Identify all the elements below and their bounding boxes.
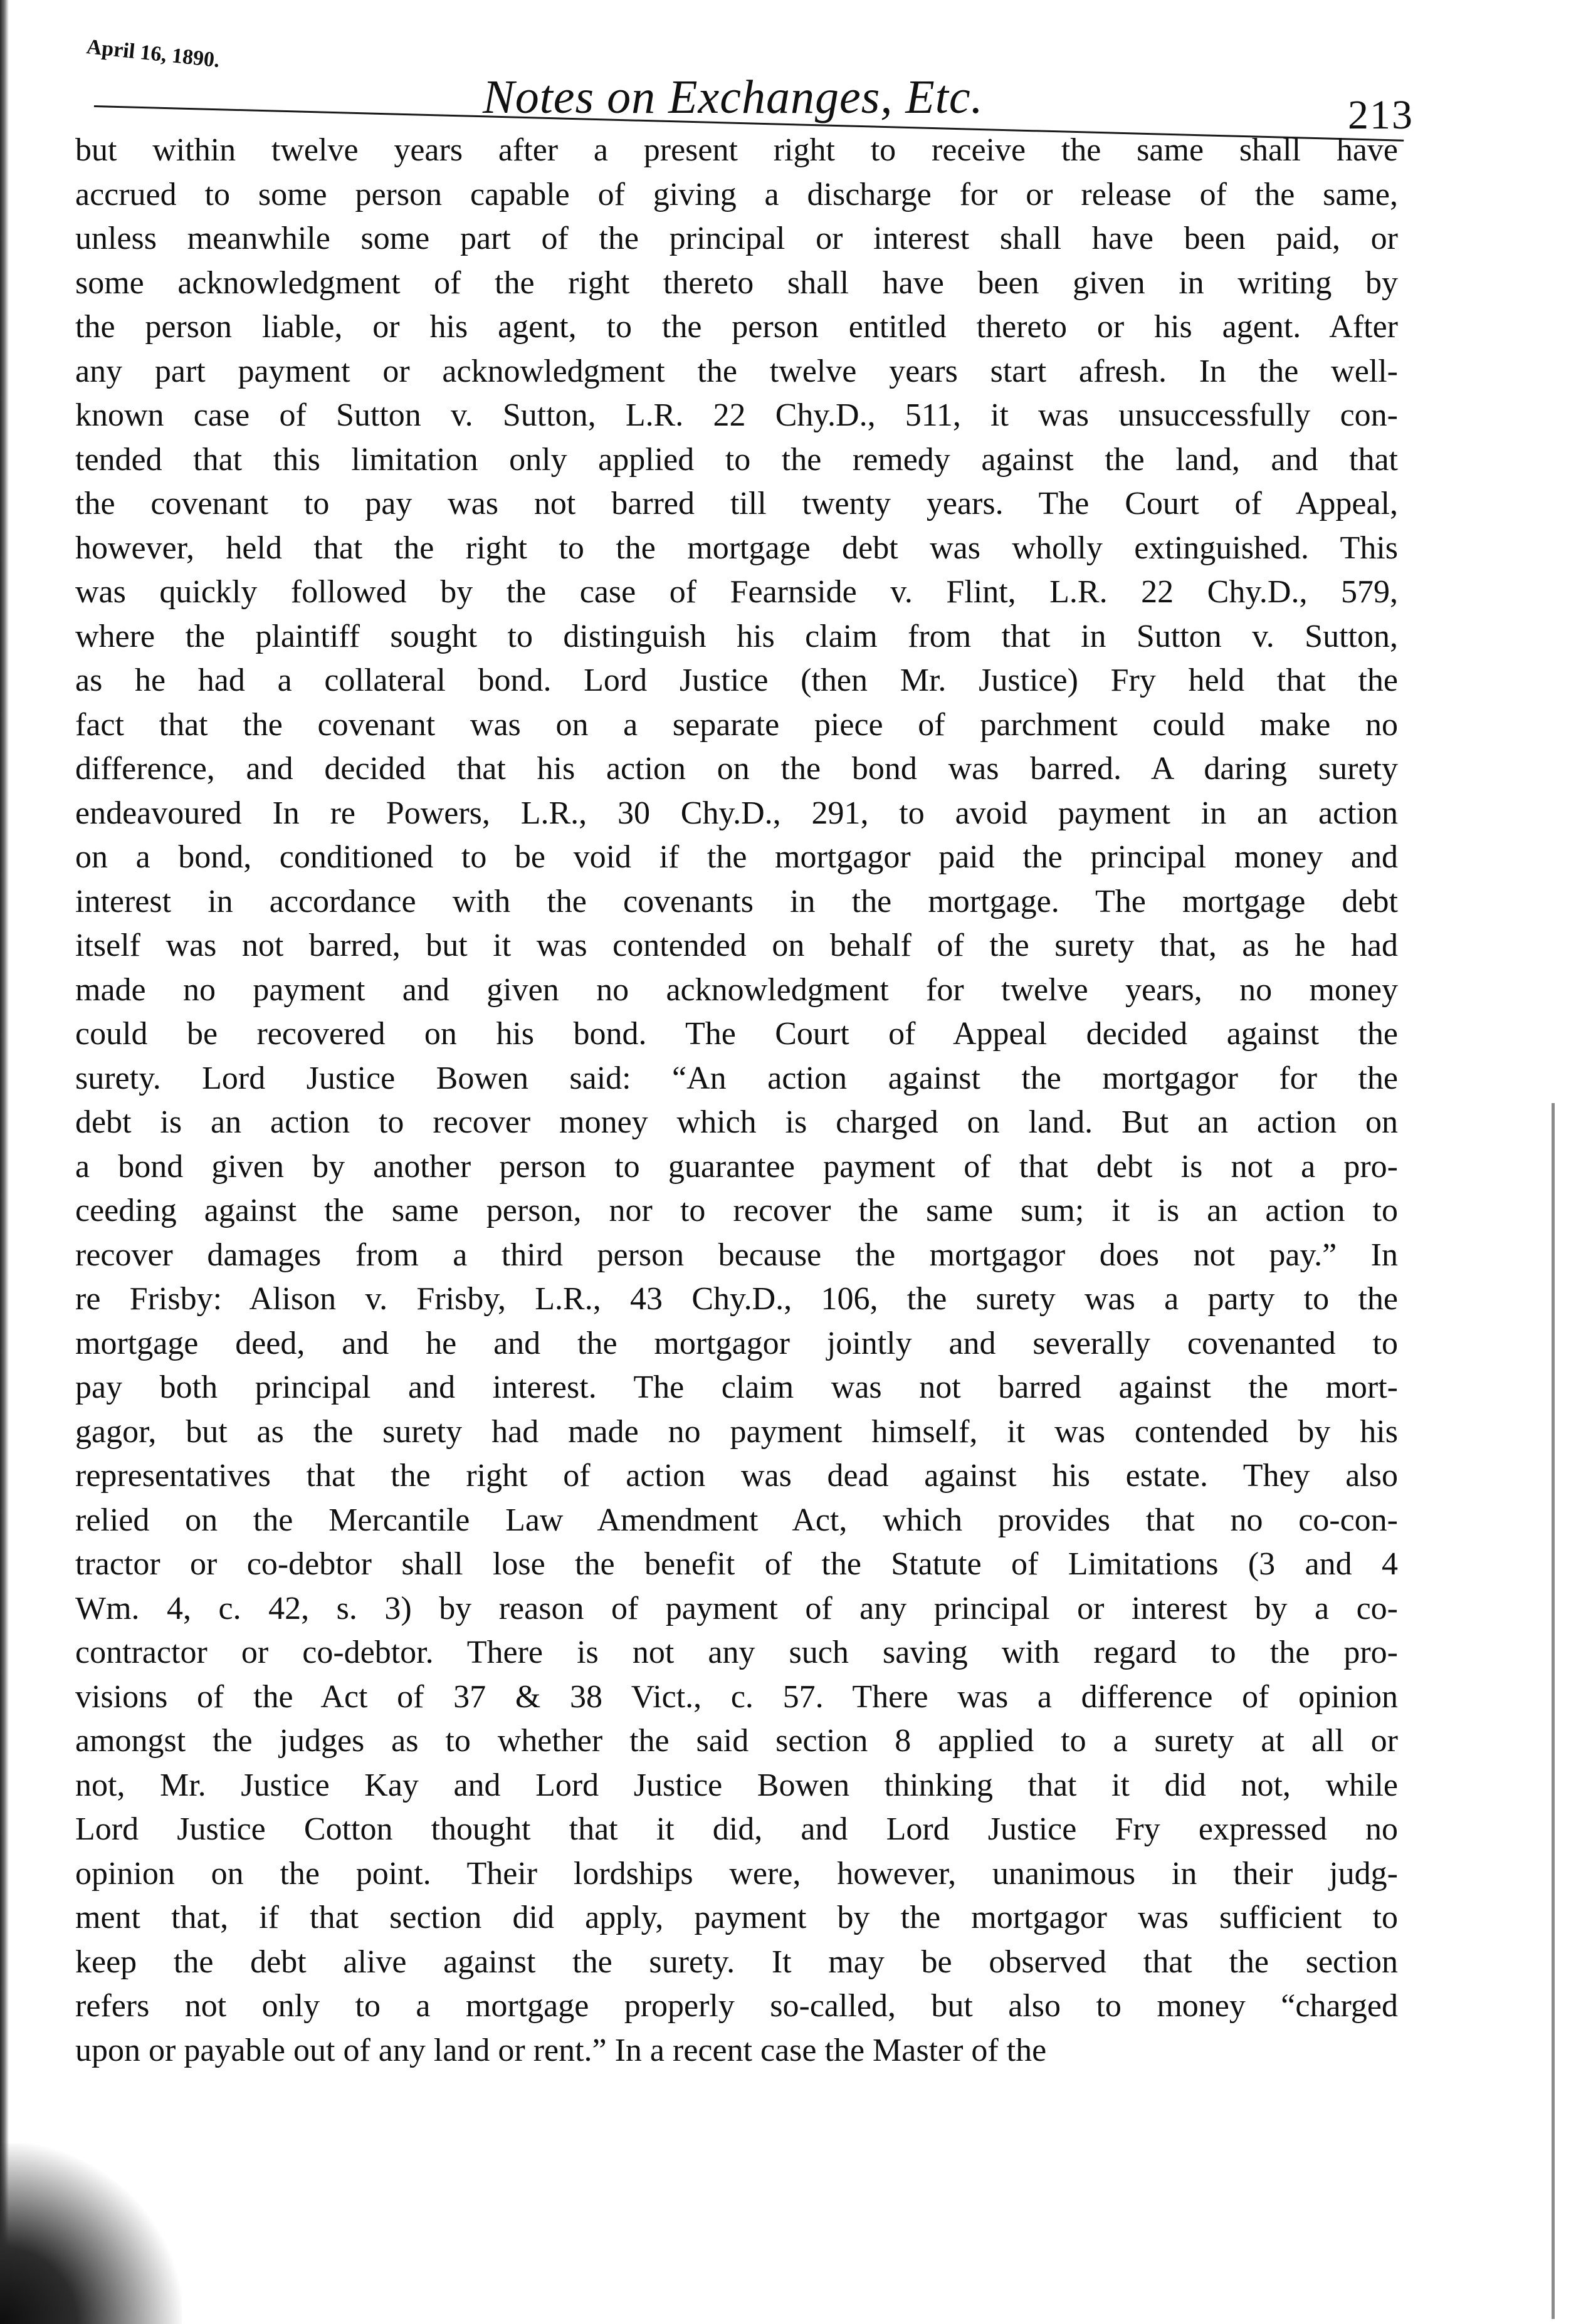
text-line: Lord Justice Cotton thought that it did, and Lord Justice Fry expressed no <box>75 1811 1398 1847</box>
text-line: the person liable, or his agent, to the person entitled thereto or his agent. After <box>75 309 1398 345</box>
text-line: accrued to some person capable of giving a discharge for or release of the same, <box>75 176 1398 212</box>
page-left-edge-shadow <box>0 0 9 2324</box>
text-line: as he had a collateral bond. Lord Justice (then Mr. Justice) Fry held that the <box>75 662 1398 698</box>
text-line: not, Mr. Justice Kay and Lord Justice Bowen thinking that it did not, while <box>75 1767 1398 1803</box>
text-line: unless meanwhile some part of the principal or interest shall have been paid, or <box>75 221 1398 256</box>
text-line: endeavoured In re Powers, L.R., 30 Chy.D., 291, to avoid payment in an action <box>75 795 1398 831</box>
text-line: a bond given by another person to guarantee payment of that debt is not a pro- <box>75 1148 1398 1185</box>
text-line: some acknowledgment of the right thereto shall have been given in writing by <box>75 264 1398 301</box>
page-corner-shadow <box>0 2143 182 2324</box>
text-line: made no payment and given no acknowledgment for twelve years, no money <box>75 971 1398 1008</box>
text-line: tractor or co-debtor shall lose the benefit of the Statute of Limitations (3 and 4 <box>75 1546 1398 1582</box>
text-line: but within twelve years after a present right to receive the same shall have <box>75 132 1398 168</box>
page-right-edge-mark <box>1552 1103 1555 2319</box>
text-line: known case of Sutton v. Sutton, L.R. 22 Chy.D., 511, it was unsuccessfully con- <box>75 397 1398 433</box>
text-line: itself was not barred, but it was contended on behalf of the surety that, as he had <box>75 928 1398 963</box>
text-line: amongst the judges as to whether the said section 8 applied to a surety at all or <box>75 1723 1398 1759</box>
text-line: pay both principal and interest. The claim was not barred against the mort- <box>75 1369 1398 1405</box>
text-line: upon or payable out of any land or rent.” In a recent case the Master of the <box>75 2032 1047 2068</box>
text-line: representatives that the right of action was dead against his estate. They also <box>75 1458 1398 1494</box>
text-line: the covenant to pay was not barred till twenty years. The Court of Appeal, <box>75 486 1398 521</box>
text-line: on a bond, conditioned to be void if the mortgagor paid the principal money and <box>75 839 1398 875</box>
text-line: keep the debt alive against the surety. It may be observed that the section <box>75 1944 1398 1980</box>
text-line: recover damages from a third person because the mortgagor does not pay.” In <box>75 1237 1398 1273</box>
text-line: where the plaintiff sought to distinguish his claim from that in Sutton v. Sutton, <box>75 618 1398 654</box>
text-line: any part payment or acknowledgment the twelve years start afresh. In the well- <box>75 353 1398 389</box>
text-line: Wm. 4, c. 42, s. 3) by reason of payment of any principal or interest by a co- <box>75 1590 1398 1626</box>
text-line: opinion on the point. Their lordships were, however, unanimous in their judg- <box>75 1855 1398 1892</box>
text-line: mortgage deed, and he and the mortgagor jointly and severally covenanted to <box>75 1325 1398 1361</box>
date-stamp: April 16, 1890. <box>85 35 221 73</box>
text-line: relied on the Mercantile Law Amendment Act, which provides that no co-con- <box>75 1502 1398 1538</box>
page-number: 213 <box>1348 92 1414 138</box>
text-line: was quickly followed by the case of Fearnside v. Flint, L.R. 22 Chy.D., 579, <box>75 574 1398 610</box>
text-line: difference, and decided that his action on the bond was barred. A daring surety <box>75 751 1398 787</box>
text-line: contractor or co-debtor. There is not any such saving with regard to the pro- <box>75 1635 1398 1670</box>
text-line: re Frisby: Alison v. Frisby, L.R., 43 Chy.D., 106, the surety was a party to the <box>75 1281 1398 1317</box>
text-line: ment that, if that section did apply, payment by the mortgagor was sufficient to <box>75 1900 1398 1935</box>
body-text <box>75 128 1398 2073</box>
text-line: tended that this limitation only applied to the remedy against the land, and that <box>75 441 1398 478</box>
text-line: ceeding against the same person, nor to recover the same sum; it is an action to <box>75 1193 1398 1228</box>
text-line: gagor, but as the surety had made no payment himself, it was contended by his <box>75 1413 1398 1450</box>
running-title: Notes on Exchanges, Etc. <box>483 71 984 123</box>
text-line: refers not only to a mortgage properly so-called, but also to money “charged <box>75 1988 1398 2024</box>
text-line: fact that the covenant was on a separate piece of parchment could make no <box>75 706 1398 743</box>
text-line: could be recovered on his bond. The Court of Appeal decided against the <box>75 1016 1398 1052</box>
text-line: visions of the Act of 37 & 38 Vict., c. 57. There was a difference of opinion <box>75 1678 1398 1715</box>
text-line: interest in accordance with the covenants in the mortgage. The mortgage debt <box>75 883 1398 919</box>
text-line: however, held that the right to the mortgage debt was wholly extinguished. This <box>75 530 1398 566</box>
text-line: surety. Lord Justice Bowen said: “An action against the mortgagor for the <box>75 1060 1398 1096</box>
text-line: debt is an action to recover money which is charged on land. But an action on <box>75 1104 1398 1140</box>
